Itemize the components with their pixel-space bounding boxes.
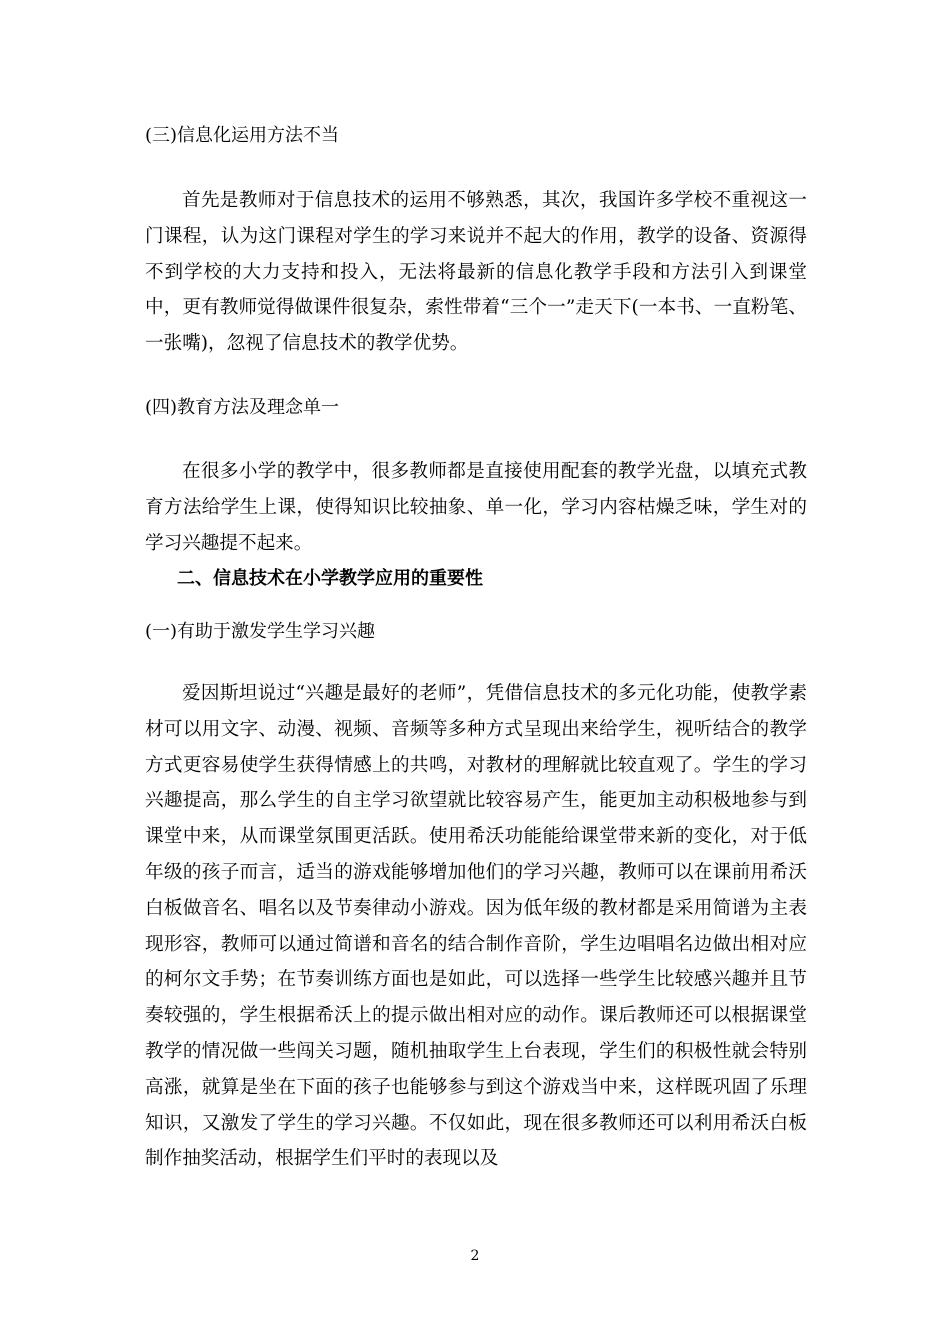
paragraph-san: 首先是教师对于信息技术的运用不够熟悉，其次，我国许多学校不重视这一门课程，认为这门课程对学生的学习来说并不起大的作用，教学的设备、资源得不到学校的大力支持和投入，无法将最新的信息化教学手段和方法引入到课堂中，更有教师觉得做课件很复杂，索性带着“三个一”走天下(一本书、一直粉笔、一张嘴)，忽视了信息技术的教学优势。 [145, 190, 807, 355]
page-number: 2 [470, 1248, 480, 1264]
chapter-heading-er: 二、信息技术在小学教学应用的重要性 [177, 568, 483, 589]
paragraph-si: 在很多小学的教学中，很多教师都是直接使用配套的教学光盘，以填充式教育方法给学生上课，使得知识比较抽象、单一化，学习内容枯燥乏味，学生对的学习兴趣提不起来。 [145, 461, 807, 554]
section-heading-san: (三)信息化运用方法不当 [145, 125, 340, 146]
section-heading-yi: (一)有助于激发学生学习兴趣 [145, 621, 376, 642]
paragraph-yi: 爱因斯坦说过“兴趣是最好的老师”，凭借信息技术的多元化功能，使教学素材可以用文字、动漫、视频、音频等多种方式呈现出来给学生，视听结合的教学方式更容易使学生获得情感上的共鸣，对教材的理解就比较直观了。学生的学习兴趣提高，那么学生的自主学习欲望就比较容易产生，能更加主动积极地参与到课堂中来，从而课堂氛围更活跃。使用希沃功能能给课堂带来新的变化，对于低年级的孩子而言，适当的游戏能够增加他们的学习兴趣，教师可以在课前用希沃白板做音名、唱名以及节奏律动小游戏。因为低年级的教材都是采用简谱为主表现形容，教师可以通过简谱和音名的结合制作音阶，学生边唱唱名边做出相对应的柯尔文手势；在节奏训练方面也是如此，可以选择一些学生比较感兴趣并且节奏较强的，学生根据希沃上的提示做出相对应的动作。课后教师还可以根据课堂教学的情况做一些闯关习题，随机抽取学生上台表现，学生们的积极性就会特别高涨，就算是坐在下面的孩子也能够参与到这个游戏当中来，这样既巩固了乐理知识，又激发了学生的学习兴趣。不仅如此，现在很多教师还可以利用希沃白板制作抽奖活动，根据学生们平时的表现以及 [145, 683, 807, 1170]
section-heading-si: (四)教育方法及理念单一 [145, 397, 340, 418]
